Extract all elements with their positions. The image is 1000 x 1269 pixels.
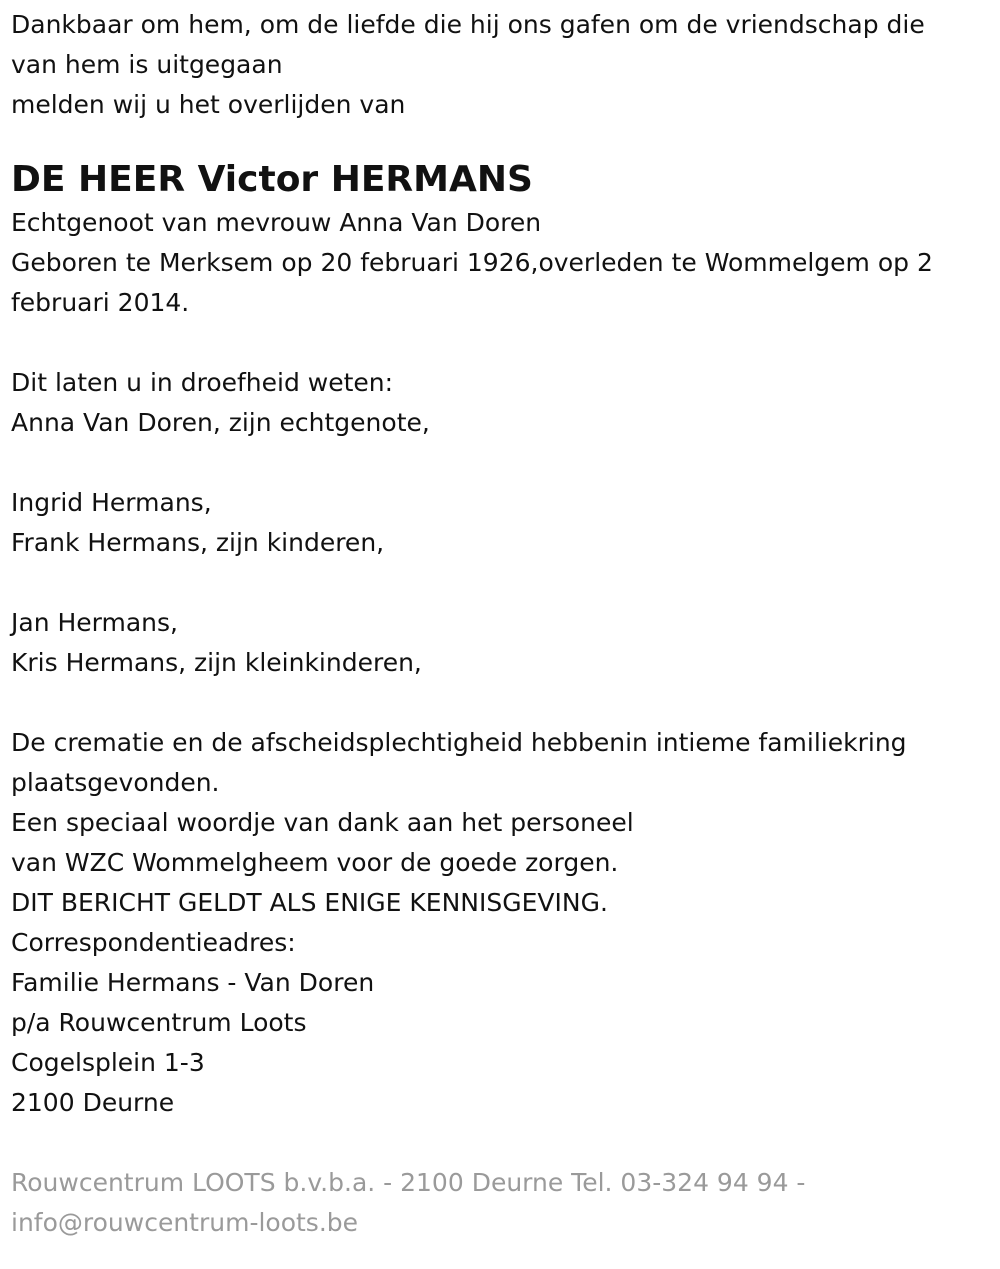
- spacer: [11, 563, 990, 603]
- spacer: [11, 443, 990, 483]
- notice-line: van WZC Wommelgheem voor de goede zorgen.: [11, 848, 619, 877]
- notice-line: Een speciaal woordje van dank aan het personeel: [11, 808, 634, 837]
- birth-death-line: Geboren te Merksem op 20 februari 1926,overleden te Wommelgem op 2: [11, 248, 933, 277]
- footer: [11, 1163, 990, 1243]
- intro-line: van hem is uitgegaan: [11, 50, 283, 79]
- grandchild-name: Kris Hermans, zijn kleinkinderen,: [11, 648, 422, 677]
- address-line: p/a Rouwcentrum Loots: [11, 1008, 307, 1037]
- deceased-name: DE HEER Victor HERMANS: [11, 159, 533, 200]
- notice-line: De crematie en de afscheidsplechtigheid hebbenin intieme familiekring: [11, 728, 907, 757]
- footer-email[interactable]: info@rouwcentrum-loots.be: [11, 1208, 359, 1237]
- family-intro: Dit laten u in droefheid weten:: [11, 368, 394, 397]
- children-list: [11, 483, 990, 563]
- grandchild-name: Jan Hermans,: [11, 608, 178, 637]
- intro-line: melden wij u het overlijden van: [11, 90, 406, 119]
- family-spouse: Anna Van Doren, zijn echtgenote,: [11, 408, 430, 437]
- child-name: Ingrid Hermans,: [11, 488, 212, 517]
- child-name: Frank Hermans, zijn kinderen,: [11, 528, 385, 557]
- intro-line: Dankbaar om hem, om de liefde die hij ons gafen om de vriendschap die: [11, 10, 925, 39]
- footer-line: Rouwcentrum LOOTS b.v.b.a. - 2100 Deurne Tel. 03-324 94 94 -: [11, 1168, 806, 1197]
- spouse-line: Echtgenoot van mevrouw Anna Van Doren: [11, 208, 542, 237]
- deceased-details: [11, 203, 990, 323]
- notice-line: DIT BERICHT GELDT ALS ENIGE KENNISGEVING.: [11, 888, 608, 917]
- notice-text: [11, 723, 990, 1123]
- birth-death-line: februari 2014.: [11, 288, 190, 317]
- spacer: [11, 323, 990, 363]
- address-line: Familie Hermans - Van Doren: [11, 968, 375, 997]
- family-announcement: [11, 363, 990, 443]
- spacer: [11, 683, 990, 723]
- address-line: 2100 Deurne: [11, 1088, 175, 1117]
- notice-line: Correspondentieadres:: [11, 928, 296, 957]
- grandchildren-list: [11, 603, 990, 683]
- notice-line: plaatsgevonden.: [11, 768, 220, 797]
- intro-text: [11, 5, 990, 125]
- address-line: Cogelsplein 1-3: [11, 1048, 205, 1077]
